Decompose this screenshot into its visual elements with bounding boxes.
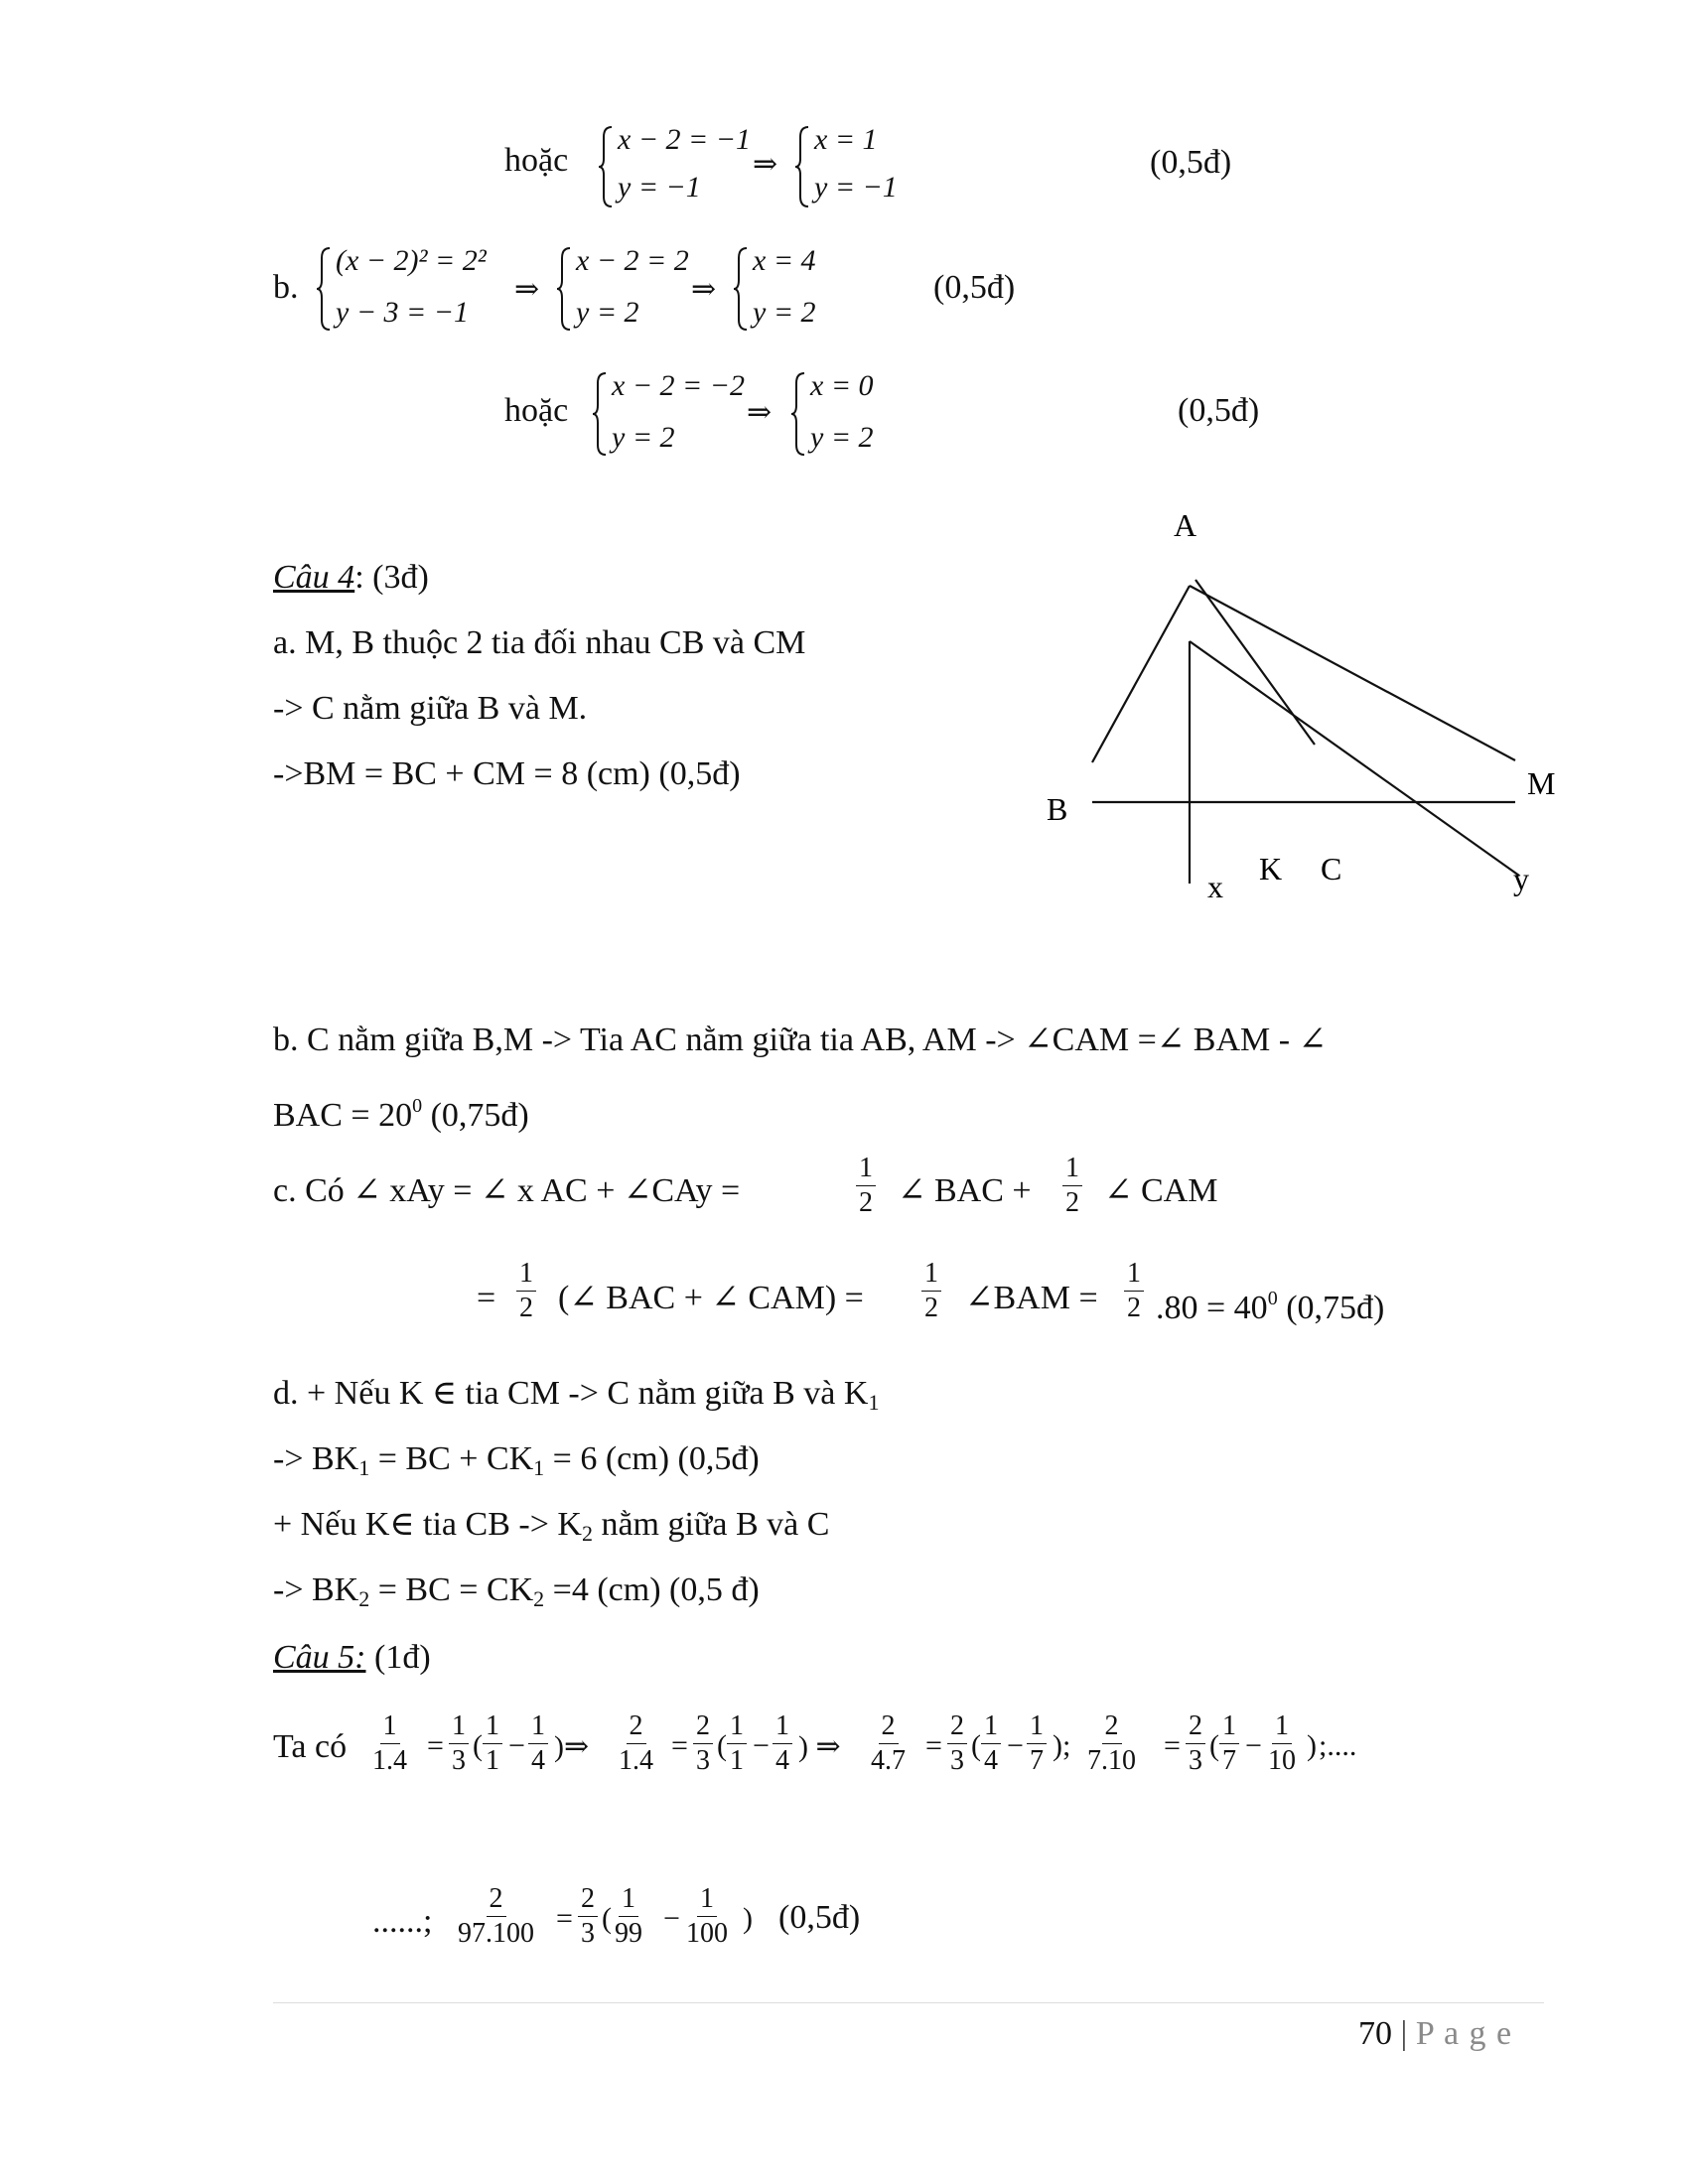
text-line	[273, 1570, 760, 1619]
numerator: 1	[516, 1257, 536, 1292]
fraction	[1062, 1152, 1082, 1220]
minus-sign: −	[508, 1729, 525, 1762]
brace	[598, 125, 616, 208]
numerator: 2	[1186, 1709, 1205, 1744]
paren: );	[1053, 1729, 1071, 1762]
numerator: 2	[879, 1709, 899, 1744]
brace	[794, 125, 812, 208]
subscript: 1	[868, 1390, 880, 1415]
brace	[790, 371, 808, 457]
fraction	[449, 1709, 469, 1778]
equals-sign: =	[925, 1729, 942, 1762]
fraction	[578, 1882, 598, 1951]
numerator: 2	[1102, 1709, 1122, 1744]
text-segment: ∠ CAM	[1104, 1172, 1218, 1209]
numerator: 1	[856, 1152, 876, 1186]
brace	[556, 246, 574, 332]
fraction	[616, 1709, 656, 1778]
brace	[733, 246, 751, 332]
denominator: 1	[730, 1745, 744, 1776]
page-number: 70	[1358, 2015, 1392, 2052]
label-y: y	[1513, 861, 1529, 896]
denominator: 7.10	[1087, 1745, 1136, 1776]
numerator: 2	[487, 1882, 506, 1917]
eq-line: x − 2 = −2	[612, 369, 746, 402]
paren: )	[1307, 1729, 1317, 1762]
denominator: 4.7	[871, 1745, 906, 1776]
eq-line: y = −1	[814, 171, 898, 204]
eq-line: x = 4	[753, 244, 816, 277]
numerator: 2	[578, 1882, 598, 1917]
fraction	[921, 1257, 941, 1325]
footer-separator: |	[1400, 2015, 1408, 2052]
minus-sign: −	[753, 1729, 770, 1762]
numerator: 2	[947, 1709, 967, 1744]
denominator: 3	[452, 1745, 466, 1776]
text-segment: = BC = CK	[369, 1571, 534, 1608]
superscript: 0	[1267, 1288, 1278, 1309]
fraction	[1265, 1709, 1299, 1778]
denominator: 100	[686, 1918, 728, 1949]
paren: (	[971, 1729, 981, 1762]
numerator: 1	[1027, 1709, 1047, 1744]
text-line	[273, 1374, 879, 1423]
fraction	[773, 1709, 792, 1778]
eq-line: y = 2	[612, 421, 675, 454]
brace	[316, 246, 334, 332]
denominator: 4	[775, 1745, 789, 1776]
text-segment: -> BK	[273, 1571, 359, 1608]
fraction	[612, 1882, 645, 1951]
denominator: 10	[1268, 1745, 1296, 1776]
text-segment: -> BK	[273, 1440, 359, 1477]
question-title: Câu 5:	[273, 1639, 366, 1676]
footer-divider	[273, 2002, 1544, 2003]
subscript: 2	[581, 1521, 593, 1546]
denominator: 2	[1065, 1187, 1079, 1218]
eq-line: y = 2	[576, 296, 639, 329]
hoac-label: hoặc	[504, 142, 569, 179]
label-C: C	[1321, 851, 1342, 887]
text-line: -> C nằm giữa B và M.	[273, 690, 588, 727]
fraction	[369, 1709, 410, 1778]
numerator: 1	[1124, 1257, 1144, 1292]
question-heading	[273, 1638, 431, 1678]
denominator: 2	[519, 1293, 533, 1323]
numerator: 1	[1062, 1152, 1082, 1186]
paren: (	[473, 1729, 483, 1762]
ray-AB	[1092, 586, 1190, 762]
text-segment: =	[477, 1280, 496, 1316]
text-segment: + Nếu K∈ tia CB -> K	[273, 1506, 582, 1543]
score: (0,5đ)	[778, 1899, 861, 1936]
fraction	[947, 1709, 967, 1778]
question-points: (1đ)	[365, 1639, 431, 1676]
subscript: 2	[533, 1586, 545, 1611]
eq-line: y − 3 = −1	[336, 296, 470, 329]
numerator: 1	[528, 1709, 548, 1744]
numerator: 1	[921, 1257, 941, 1292]
text-segment: (0,75đ)	[1277, 1290, 1385, 1326]
text-segment: = 6 (cm) (0,5đ)	[544, 1440, 760, 1477]
paren: ) ⇒	[798, 1730, 841, 1763]
text-segment: c. Có ∠ xAy = ∠ x AC + ∠CAy =	[273, 1172, 741, 1209]
text-segment: BAC = 20	[273, 1097, 413, 1134]
ray-AC	[1196, 580, 1315, 745]
eq-line: x = 0	[810, 369, 874, 402]
minus-sign: −	[1245, 1729, 1262, 1762]
denominator: 2	[859, 1187, 873, 1218]
text-line	[273, 1086, 529, 1136]
text-segment: ∠BAM =	[965, 1280, 1098, 1316]
text-segment: (0,75đ)	[422, 1097, 529, 1134]
question-title: Câu 4	[273, 559, 355, 596]
denominator: 3	[1189, 1745, 1202, 1776]
implies-symbol: ⇒	[753, 148, 778, 181]
eq-line: x = 1	[814, 123, 878, 156]
text-line	[1156, 1279, 1384, 1328]
numerator: 1	[773, 1709, 792, 1744]
denominator: 7	[1030, 1745, 1044, 1776]
fraction	[1219, 1709, 1239, 1778]
denominator: 1.4	[372, 1745, 407, 1776]
text-segment: .80 = 40	[1156, 1290, 1268, 1326]
numerator: 1	[981, 1709, 1001, 1744]
text-segment: (∠ BAC + ∠ CAM) =	[558, 1280, 864, 1316]
fraction	[1186, 1709, 1205, 1778]
fraction	[981, 1709, 1001, 1778]
denominator: 1.4	[619, 1745, 653, 1776]
implies-symbol: ⇒	[514, 273, 540, 306]
label-K: K	[1259, 851, 1283, 887]
paren: (	[1209, 1729, 1219, 1762]
score: (0,5đ)	[933, 269, 1016, 306]
denominator: 3	[950, 1745, 964, 1776]
denominator: 4	[984, 1745, 998, 1776]
eq-line: y = 2	[810, 421, 874, 454]
denominator: 2	[924, 1293, 938, 1323]
text-segment: =4 (cm) (0,5 đ)	[544, 1571, 760, 1608]
text-segment: ∠ BAC +	[898, 1172, 1032, 1209]
denominator: 3	[696, 1745, 710, 1776]
page-footer	[1358, 2015, 1512, 2053]
text-segment: = BC + CK	[369, 1440, 534, 1477]
denominator: 99	[615, 1918, 642, 1949]
hoac-label: hoặc	[504, 392, 569, 429]
paren: )	[743, 1902, 753, 1935]
eq-line: (x − 2)² = 2²	[336, 244, 487, 277]
subscript: 2	[358, 1586, 370, 1611]
part-label: b.	[273, 269, 299, 306]
text-segment: Ta có	[273, 1728, 348, 1765]
brace	[592, 371, 610, 457]
equals-sign: =	[427, 1729, 444, 1762]
paren: )⇒	[554, 1730, 590, 1763]
denominator: 2	[1127, 1293, 1141, 1323]
fraction	[516, 1257, 536, 1325]
denominator: 3	[581, 1918, 595, 1949]
numerator: 1	[380, 1709, 400, 1744]
subscript: 1	[533, 1455, 545, 1480]
implies-symbol: ⇒	[747, 396, 773, 429]
equals-sign: =	[556, 1902, 573, 1935]
fraction	[683, 1882, 731, 1951]
denominator: 4	[531, 1745, 545, 1776]
numerator: 2	[693, 1709, 713, 1744]
question-points: : (3đ)	[354, 559, 429, 596]
minus-sign: −	[1007, 1729, 1024, 1762]
label-x: x	[1207, 869, 1223, 904]
text-line	[273, 1439, 760, 1488]
fraction	[1084, 1709, 1139, 1778]
fraction	[1124, 1257, 1144, 1325]
equals-sign: =	[671, 1729, 688, 1762]
eq-line: y = 2	[753, 296, 816, 329]
ray-AM	[1190, 586, 1515, 760]
numerator: 1	[449, 1709, 469, 1744]
denominator: 97.100	[458, 1918, 534, 1949]
numerator: 2	[627, 1709, 646, 1744]
implies-symbol: ⇒	[691, 273, 717, 306]
subscript: 1	[358, 1455, 370, 1480]
geometry-figure	[1023, 506, 1579, 923]
text-segment: nằm giữa B và C	[592, 1506, 830, 1543]
page-word: P a g e	[1415, 2015, 1513, 2052]
denominator: 7	[1222, 1745, 1236, 1776]
ellipsis: ;....	[1319, 1729, 1357, 1762]
label-M: M	[1527, 765, 1556, 801]
numerator: 1	[727, 1709, 747, 1744]
ellipsis: ......;	[372, 1903, 433, 1940]
fraction	[727, 1709, 747, 1778]
text-segment: d. + Nếu K ∈ tia CM -> C nằm giữa B và K	[273, 1375, 869, 1412]
superscript: 0	[412, 1095, 423, 1117]
denominator: 1	[486, 1745, 499, 1776]
fraction	[483, 1709, 502, 1778]
paren: (	[717, 1729, 727, 1762]
ray-Ay	[1190, 641, 1519, 876]
text-line: b. C nằm giữa B,M -> Tia AC nằm giữa tia AB, AM -> ∠CAM =∠ BAM - ∠	[273, 1022, 1328, 1058]
eq-line: x − 2 = −1	[618, 123, 752, 156]
fraction	[455, 1882, 537, 1951]
numerator: 1	[697, 1882, 717, 1917]
score: (0,5đ)	[1150, 144, 1232, 181]
label-A: A	[1174, 507, 1197, 543]
question-heading	[273, 558, 429, 598]
eq-line: x − 2 = 2	[576, 244, 689, 277]
numerator: 1	[483, 1709, 502, 1744]
fraction	[856, 1152, 876, 1220]
text-line: a. M, B thuộc 2 tia đối nhau CB và CM	[273, 624, 806, 661]
fraction	[868, 1709, 909, 1778]
text-line	[273, 1505, 829, 1554]
text-line: ->BM = BC + CM = 8 (cm) (0,5đ)	[273, 755, 741, 792]
minus-sign: −	[663, 1902, 680, 1935]
score: (0,5đ)	[1178, 392, 1260, 429]
numerator: 1	[1219, 1709, 1239, 1744]
label-B: B	[1047, 791, 1068, 827]
fraction	[693, 1709, 713, 1778]
fraction	[1027, 1709, 1047, 1778]
numerator: 1	[1272, 1709, 1292, 1744]
fraction	[528, 1709, 548, 1778]
numerator: 1	[619, 1882, 638, 1917]
paren: (	[602, 1902, 612, 1935]
eq-line: y = −1	[618, 171, 701, 204]
equals-sign: =	[1164, 1729, 1181, 1762]
